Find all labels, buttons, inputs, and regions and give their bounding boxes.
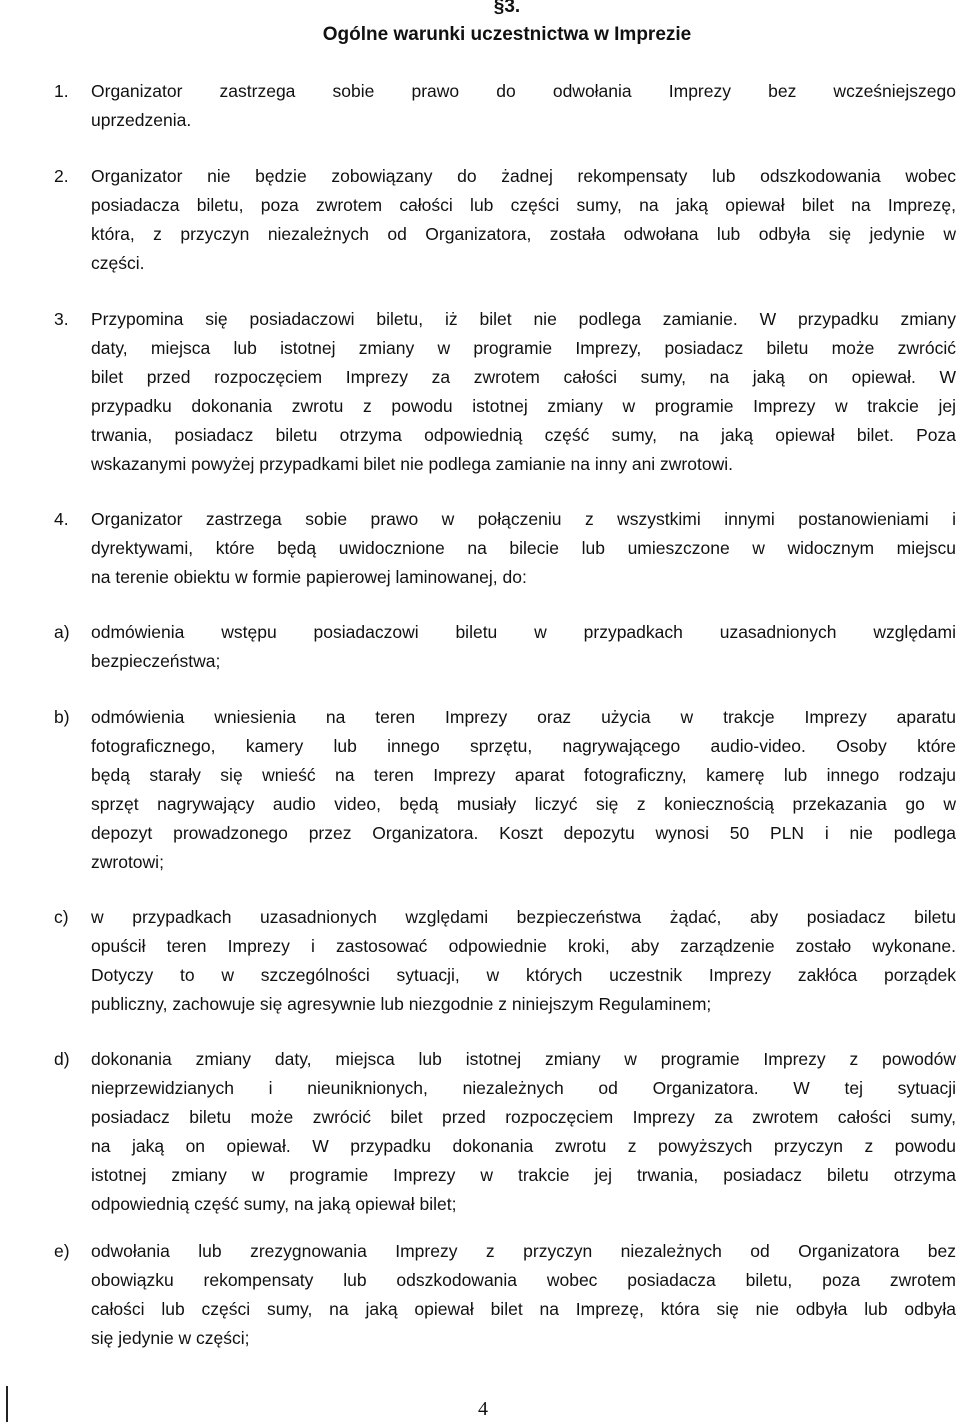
margin-line <box>6 1386 8 1422</box>
paragraph-text: nieprzewidzianych i nieuniknionych, niezależnych od Organizatora. W tej sytuacji <box>91 1078 956 1098</box>
paragraph-text: istotnej zmiany w programie Imprezy w trakcie jej trwania, posiadacz biletu otrzyma <box>91 1165 956 1185</box>
paragraph-marker: 1. <box>54 81 69 101</box>
paragraph-text: publiczny, zachowuje się agresywnie lub niezgodnie z niniejszym Regulaminem; <box>91 994 712 1014</box>
paragraph-line <box>54 249 956 278</box>
paragraph-text: sprzęt nagrywający audio video, będą musiały liczyć się z koniecznością przekazania go w <box>91 794 956 814</box>
paragraph-text: posiadacza biletu, poza zwrotem całości lub części sumy, na jaką opiewał bilet na Imprezę, <box>91 195 956 215</box>
paragraph-line <box>54 761 956 790</box>
paragraph-text: zwrotowi; <box>91 852 164 872</box>
paragraph-line <box>54 961 956 990</box>
paragraph-line <box>54 392 956 421</box>
paragraph <box>54 1237 956 1353</box>
paragraph-text: posiadacz biletu może zwrócić bilet przed rozpoczęciem Imprezy za zwrotem całości sumy, <box>91 1107 956 1127</box>
paragraph-text: Przypomina się posiadaczowi biletu, iż bilet nie podlega zamianie. W przypadku zmiany <box>91 309 956 329</box>
paragraph-text: się jedynie w części; <box>91 1328 250 1348</box>
paragraph-marker: c) <box>54 907 69 927</box>
paragraph-line <box>54 903 956 932</box>
paragraph-text: będą starały się wnieść na teren Imprezy aparat fotograficzny, kamerę lub innego rodzaju <box>91 765 956 785</box>
paragraph-text: która, z przyczyn niezależnych od Organizatora, została odwołana lub odbyła się jedynie w <box>91 224 956 244</box>
paragraph-line <box>54 421 956 450</box>
paragraph-marker: e) <box>54 1241 70 1261</box>
paragraph <box>54 1045 956 1219</box>
paragraph-line <box>54 1324 956 1353</box>
paragraph-line <box>54 790 956 819</box>
paragraph-line <box>54 1045 956 1074</box>
paragraph-line <box>54 1103 956 1132</box>
paragraph <box>54 903 956 1019</box>
paragraph-line <box>54 1132 956 1161</box>
paragraph-text: Organizator zastrzega sobie prawo do odwołania Imprezy bez wcześniejszego <box>91 81 956 101</box>
paragraph-text: na terenie obiektu w formie papierowej laminowanej, do: <box>91 567 527 587</box>
paragraph-marker: 2. <box>54 166 69 186</box>
section-number: §3. <box>493 0 521 17</box>
paragraph-line <box>54 450 956 479</box>
paragraph-marker: 4. <box>54 509 69 529</box>
paragraph-line <box>54 1190 956 1219</box>
paragraph-line <box>54 990 956 1019</box>
paragraph-text: bilet przed rozpoczęciem Imprezy za zwrotem całości sumy, na jaką on opiewał. W <box>91 367 956 387</box>
paragraph-text: odmówienia wstępu posiadaczowi biletu w przypadkach uzasadnionych względami <box>91 622 956 642</box>
paragraph-text: Organizator zastrzega sobie prawo w połączeniu z wszystkimi innymi postanowieniami i <box>91 509 956 529</box>
paragraph-marker: d) <box>54 1049 70 1069</box>
page-number: 4 <box>478 1398 488 1420</box>
paragraph-text: na jaką on opiewał. W przypadku dokonania zwrotu z powyższych przyczyn z powodu <box>91 1136 956 1156</box>
paragraph-line <box>54 77 956 106</box>
paragraph-line <box>54 1266 956 1295</box>
paragraph-line <box>54 162 956 191</box>
paragraph-line <box>54 106 956 135</box>
paragraph-line <box>54 647 956 676</box>
paragraph-line <box>54 819 956 848</box>
paragraph <box>54 77 956 135</box>
paragraph-text: dokonania zmiany daty, miejsca lub istotnej zmiany w programie Imprezy z powodów <box>91 1049 956 1069</box>
paragraph-line <box>54 1074 956 1103</box>
paragraph-text: Organizator nie będzie zobowiązany do żadnej rekompensaty lub odszkodowania wobec <box>91 166 956 186</box>
paragraph-line <box>54 732 956 761</box>
paragraph-marker: 3. <box>54 309 69 329</box>
paragraph-text: daty, miejsca lub istotnej zmiany w programie Imprezy, posiadacz biletu może zwrócić <box>91 338 956 358</box>
paragraph-line <box>54 305 956 334</box>
paragraph-line <box>54 618 956 647</box>
paragraph-text: odwołania lub zrezygnowania Imprezy z przyczyn niezależnych od Organizatora bez <box>91 1241 956 1261</box>
paragraph-text: bezpieczeństwa; <box>91 651 221 671</box>
paragraph-text: obowiązku rekompensaty lub odszkodowania wobec posiadacza biletu, poza zwrotem <box>91 1270 956 1290</box>
paragraph-text: trwania, posiadacz biletu otrzyma odpowiednią część sumy, na jaką opiewał bilet. Poza <box>91 425 956 445</box>
paragraph-text: części. <box>91 253 145 273</box>
paragraph <box>54 618 956 676</box>
paragraph-line <box>54 220 956 249</box>
paragraph-line <box>54 534 956 563</box>
paragraph-line <box>54 932 956 961</box>
paragraph <box>54 162 956 278</box>
paragraph-line <box>54 563 956 592</box>
paragraph-text: odmówienia wniesienia na teren Imprezy oraz użycia w trakcje Imprezy aparatu <box>91 707 956 727</box>
paragraph-marker: a) <box>54 622 70 642</box>
paragraph-text: przypadku dokonania zwrotu z powodu istotnej zmiany w programie Imprezy w trakcie jej <box>91 396 956 416</box>
paragraph-text: depozyt prowadzonego przez Organizatora. Koszt depozytu wynosi 50 PLN i nie podlega <box>91 823 956 843</box>
paragraph-text: uprzedzenia. <box>91 110 192 130</box>
paragraph-marker: b) <box>54 707 70 727</box>
paragraph-text: Dotyczy to w szczególności sytuacji, w których uczestnik Imprezy zakłóca porządek <box>91 965 956 985</box>
paragraph-text: dyrektywami, które będą uwidocznione na bilecie lub umieszczone w widocznym miejscu <box>91 538 956 558</box>
paragraph-line <box>54 363 956 392</box>
paragraph-line <box>54 191 956 220</box>
paragraph <box>54 305 956 479</box>
paragraph-text: odpowiednią część sumy, na jaką opiewał bilet; <box>91 1194 457 1214</box>
paragraph-text: całości lub części sumy, na jaką opiewał bilet na Imprezę, która się nie odbyła lub odbyła <box>91 1299 956 1319</box>
paragraph-text: wskazanymi powyżej przypadkami bilet nie podlega zamianie na inny ani zwrotowi. <box>91 454 733 474</box>
paragraph-line <box>54 848 956 877</box>
paragraph-line <box>54 1237 956 1266</box>
section-title: Ogólne warunki uczestnictwa w Imprezie <box>322 24 692 45</box>
paragraph-line <box>54 334 956 363</box>
paragraph-line <box>54 703 956 732</box>
paragraph-line <box>54 1161 956 1190</box>
paragraph-text: fotograficznego, kamery lub innego sprzętu, nagrywającego audio-video. Osoby które <box>91 736 956 756</box>
paragraph <box>54 505 956 592</box>
paragraph-line <box>54 505 956 534</box>
paragraph-text: opuścił teren Imprezy i zastosować odpowiednie kroki, aby zarządzenie zostało wykonane. <box>91 936 956 956</box>
paragraph-line <box>54 1295 956 1324</box>
paragraph-text: w przypadkach uzasadnionych względami bezpieczeństwa żądać, aby posiadacz biletu <box>91 907 956 927</box>
paragraph <box>54 703 956 877</box>
